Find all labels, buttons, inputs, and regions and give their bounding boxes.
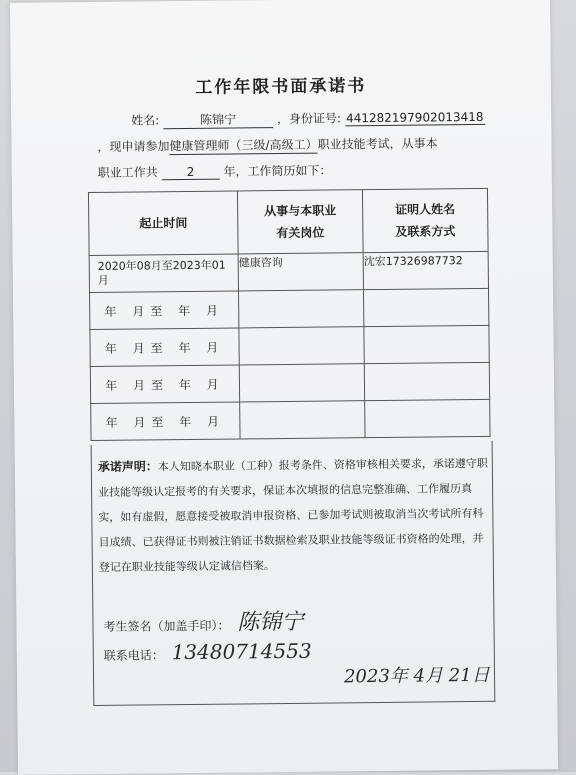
apply-suffix: 职业技能考试，从事本 — [317, 136, 438, 152]
table-header-row — [88, 188, 488, 255]
header-witness: 证明人姓名 及联系方式 — [362, 188, 488, 252]
row-time: 2020年08月至2023年01月 — [89, 254, 238, 293]
table-row — [90, 325, 489, 366]
row-time: 年 月至 年 月 — [91, 402, 240, 441]
date-handwriting: 2023年 4月 21日 — [343, 664, 490, 688]
signature-label: 考生签名（加盖手印）： — [103, 618, 230, 634]
table-row — [89, 251, 488, 292]
row-post — [239, 290, 364, 328]
header-period: 起止时间 — [88, 191, 238, 256]
signature-handwriting: 陈锦宁 — [237, 609, 304, 636]
row-witness — [365, 399, 490, 437]
declaration-box — [91, 441, 496, 706]
id-value: 441282197902013418 — [345, 109, 484, 126]
row-witness — [363, 288, 488, 326]
document-page — [10, 0, 558, 775]
row-time: 年 月至 年 月 — [90, 365, 239, 404]
name-line — [131, 108, 485, 130]
declaration — [98, 451, 489, 580]
document-title: 工作年限书面承诺书 — [195, 76, 367, 98]
apply-line — [97, 134, 437, 156]
name-value: 陈锦宁 — [163, 110, 273, 129]
declaration-label: 承诺声明： — [97, 459, 158, 474]
row-witness: 沈宏17326987732 — [363, 251, 488, 289]
work-history-table — [88, 188, 491, 441]
row-post — [239, 364, 364, 402]
years-suffix: 年，工作简历如下： — [223, 163, 332, 179]
signature-line — [103, 605, 303, 638]
name-label: 姓名: — [131, 113, 160, 128]
phone-label: 联系电话： — [103, 648, 164, 663]
row-witness — [364, 362, 489, 400]
apply-prefix: ，现申请参加 — [97, 139, 170, 154]
id-label: ，身份证号: — [276, 111, 342, 127]
row-post: 健康咨询 — [238, 253, 363, 291]
job-value: 健康管理师（三级/高级工） — [169, 137, 318, 154]
declaration-text: 本人知晓本职业（工种）报考条件、资格审核相关要求，承诺遵守职业技能等级认定报考的有关要求，保证本次填报的信息完整准确、工作履历真实，如有虚假，愿意接受被取消申报资格、已参加考试则被取消当次考试所有科目成绩、已获得证书则被注销证书数据检索及职业技能等级证书资格的处理，并登记在职业技能等级认定诚信档案。 — [98, 456, 488, 574]
table-row — [91, 399, 490, 440]
table-row — [90, 288, 489, 329]
row-witness — [364, 325, 489, 363]
header-post: 从事与本职业 有关岗位 — [237, 190, 363, 254]
row-time: 年 月至 年 月 — [90, 291, 239, 330]
years-line — [98, 161, 332, 180]
row-time: 年 月至 年 月 — [90, 328, 239, 367]
table-row — [90, 362, 489, 403]
row-post — [239, 327, 364, 365]
row-post — [240, 401, 365, 439]
years-value: 2 — [162, 165, 220, 181]
years-prefix: 职业工作共 — [97, 165, 158, 180]
phone-handwriting: 13480714553 — [171, 638, 312, 665]
phone-line — [104, 639, 312, 665]
